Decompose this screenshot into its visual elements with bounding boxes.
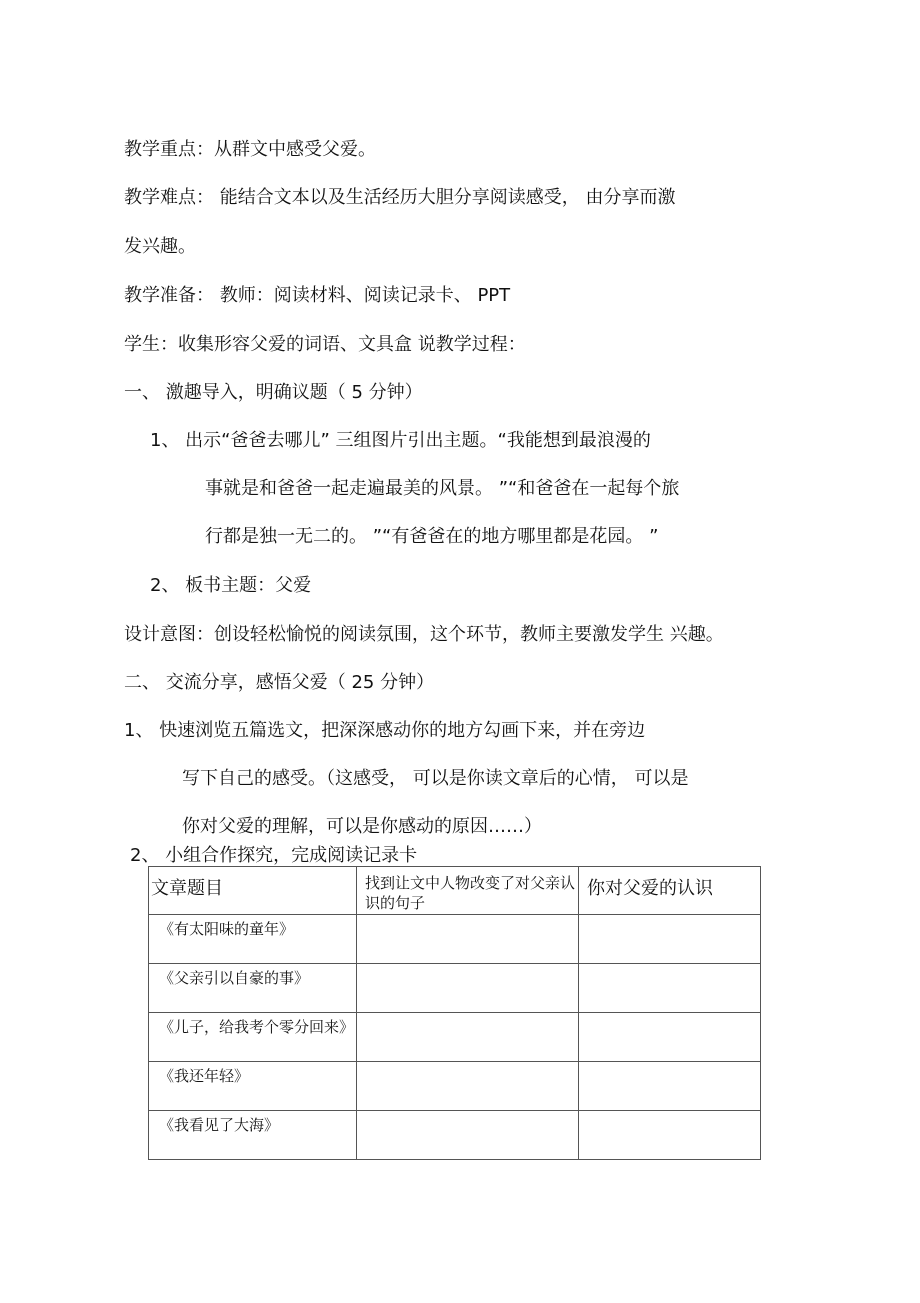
section-one-item-1-line-3: 行都是独一无二的。 ”“有爸爸在的地方哪里都是花园。 ” xyxy=(205,526,659,547)
section-two-item-1-line-3: 你对父爱的理解，可以是你感动的原因……） xyxy=(182,816,542,837)
section-two-heading: 二、 交流分享，感悟父爱（ 25 分钟） xyxy=(124,672,435,693)
article-title-cell: 《儿子，给我考个零分回来》 xyxy=(149,1013,357,1062)
sentence-cell[interactable] xyxy=(357,964,579,1013)
table-row xyxy=(149,1111,761,1160)
understanding-cell[interactable] xyxy=(579,915,761,964)
design-intent: 设计意图：创设轻松愉悦的阅读氛围，这个环节，教师主要激发学生 兴趣。 xyxy=(124,624,724,645)
table-row xyxy=(149,915,761,964)
article-title-cell: 《有太阳味的童年》 xyxy=(149,915,357,964)
teaching-focus: 教学重点：从群文中感受父爱。 xyxy=(124,139,376,160)
header-article-title: 文章题目 xyxy=(149,867,357,915)
article-title-cell: 《父亲引以自豪的事》 xyxy=(149,964,357,1013)
section-one-item-1-line-1: 1、 出示“爸爸去哪儿” 三组图片引出主题。“我能想到最浪漫的 xyxy=(150,430,651,451)
understanding-cell[interactable] xyxy=(579,1111,761,1160)
section-one-heading: 一、 激趣导入，明确议题（ 5 分钟） xyxy=(124,382,423,403)
article-title-cell: 《我看见了大海》 xyxy=(149,1111,357,1160)
header-key-sentence: 找到让文中人物改变了对父亲认识的句子 xyxy=(357,867,579,915)
teaching-difficulty-line-1: 教学难点： 能结合文本以及生活经历大胆分享阅读感受， 由分享而激 xyxy=(124,187,676,208)
table-header-row xyxy=(149,867,761,915)
table-row xyxy=(149,1013,761,1062)
student-preparation: 学生：收集形容父爱的词语、文具盒 说教学过程： xyxy=(124,334,526,355)
sentence-cell[interactable] xyxy=(357,915,579,964)
article-title-cell: 《我还年轻》 xyxy=(149,1062,357,1111)
understanding-cell[interactable] xyxy=(579,1062,761,1111)
reading-record-card-table xyxy=(148,866,761,1160)
section-two-item-2: 2、 小组合作探究，完成阅读记录卡 xyxy=(130,845,418,866)
understanding-cell[interactable] xyxy=(579,1013,761,1062)
sentence-cell[interactable] xyxy=(357,1111,579,1160)
teaching-preparation: 教学准备： 教师：阅读材料、阅读记录卡、 PPT xyxy=(124,285,511,306)
teaching-difficulty-line-2: 发兴趣。 xyxy=(124,236,196,257)
header-understanding: 你对父爱的认识 xyxy=(579,867,761,915)
section-two-item-1-line-1: 1、 快速浏览五篇选文，把深深感动你的地方勾画下来，并在旁边 xyxy=(124,720,646,741)
table-row xyxy=(149,1062,761,1111)
section-one-item-1-line-2: 事就是和爸爸一起走遍最美的风景。 ”“和爸爸在一起每个旅 xyxy=(205,478,680,499)
understanding-cell[interactable] xyxy=(579,964,761,1013)
table-row xyxy=(149,964,761,1013)
section-one-item-2: 2、 板书主题：父爱 xyxy=(150,575,312,596)
sentence-cell[interactable] xyxy=(357,1013,579,1062)
sentence-cell[interactable] xyxy=(357,1062,579,1111)
section-two-item-1-line-2: 写下自己的感受。（这感受， 可以是你读文章后的心情， 可以是 xyxy=(182,768,689,789)
